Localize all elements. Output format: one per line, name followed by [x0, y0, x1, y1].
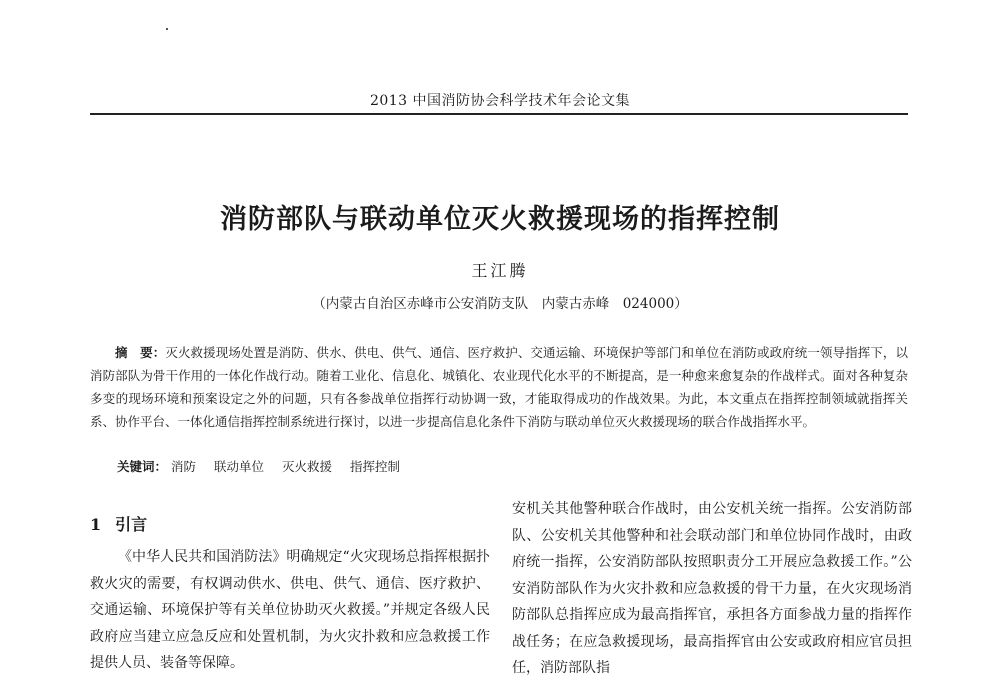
section-number: 1	[90, 515, 102, 534]
running-header: 2013 中国消防协会科学技术年会论文集	[369, 93, 631, 109]
keywords	[117, 457, 414, 475]
right-column-text: 安机关其他警种联合作战时，由公安机关统一指挥。公安消防部队、公安机关其他警种和社会联动部门和单位协同作战时，由政府统一指挥，公安消防部队按照职责分工开展应急救援工作。”公安消防部队作为火灾扑救和应急救援的骨干力量，在火灾现场消防部队总指挥应成为最高指挥官，承担各方面参战力量的指挥作战任务；在应急救援现场，最高指挥官由公安或政府相应官员担任，消防部队指	[512, 501, 912, 676]
abstract-text: 灭火救援现场处置是消防、供水、供电、供气、通信、医疗救护、交通运输、环境保护等部门和单位在消防或政府统一领导指挥下，以消防部队为骨干作用的一体化作战行动。随着工业化、信息化、城镇化、农业现代化水平的不断提高，是一种愈来愈复杂的作战样式。面对各种复杂多变的现场环境和预案设定之外的问题，只有各参战单位指挥行动协调一致，才能取得成功的作战效果。为此，本文重点在指挥控制领域就指挥关系、协作平台、一体化通信指挥控制系统进行探讨，以进一步提高信息化条件下消防与联动单位灭火救援现场的联合作战指挥水平。	[90, 345, 908, 429]
keyword: 联动单位	[214, 459, 265, 474]
header-rule	[90, 113, 908, 115]
abstract-label: 摘 要：	[115, 345, 166, 360]
keywords-label: 关键词：	[117, 459, 168, 474]
abstract	[90, 341, 908, 433]
keyword: 消防	[171, 459, 197, 474]
paper-title: 消防部队与联动单位灭火救援现场的指挥控制	[220, 204, 780, 235]
scan-speck	[166, 28, 168, 30]
left-column-text: 《中华人民共和国消防法》明确规定“火灾现场总指挥根据扑救火灾的需要，有权调动供水、供电、供气、通信、医疗救护、交通运输、环境保护等有关单位协助灭火救援。”并规定各级人民政府应当建立应急反应和处置机制，为火灾扑救和应急救援工作提供人员、装备等保障。	[90, 549, 490, 671]
section-title: 引言	[115, 515, 148, 534]
author: 王江腾	[471, 261, 529, 280]
keyword: 指挥控制	[350, 459, 401, 474]
keyword: 灭火救援	[282, 459, 333, 474]
section-heading	[90, 512, 147, 535]
affiliation: （内蒙古自治区赤峰市公安消防支队 内蒙古赤峰 024000）	[312, 296, 688, 312]
